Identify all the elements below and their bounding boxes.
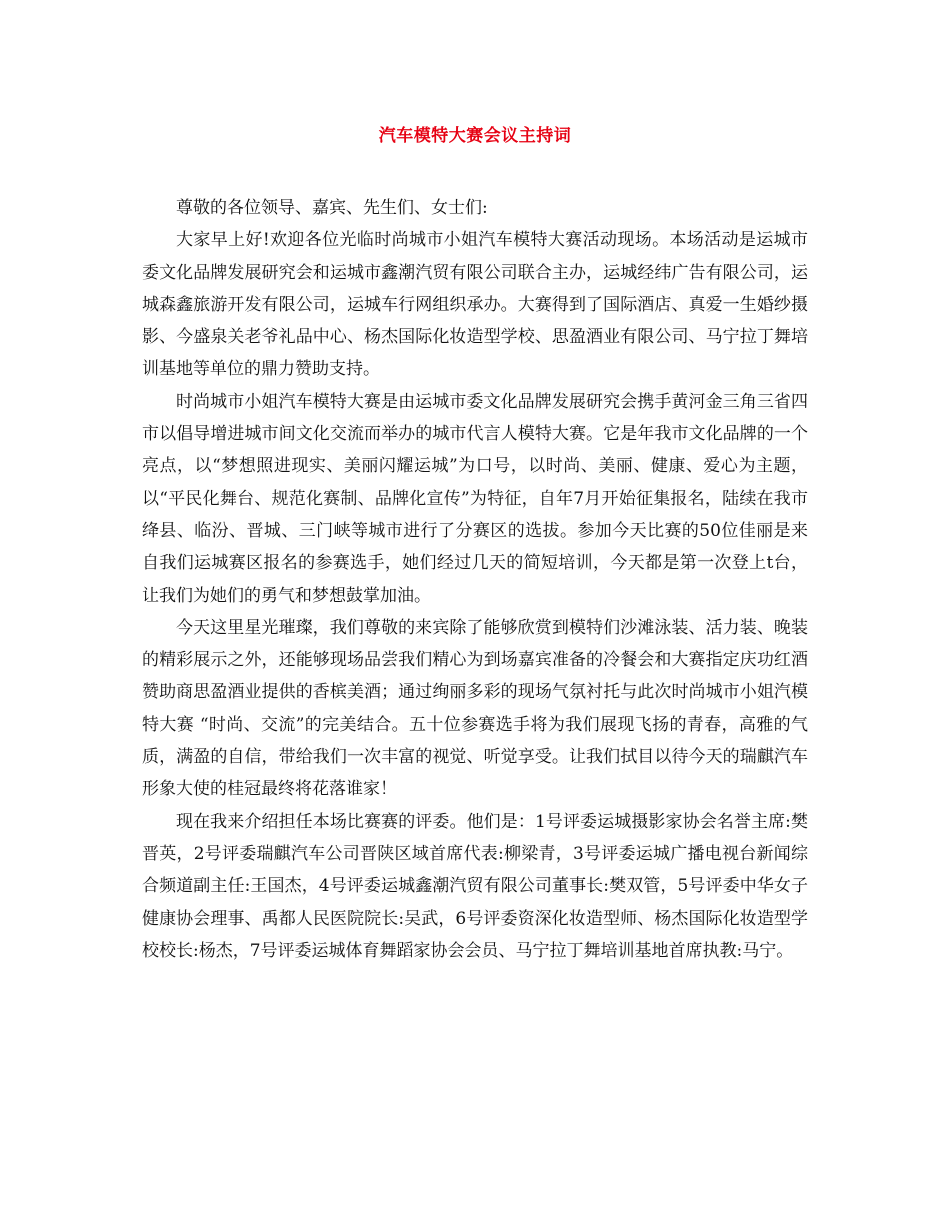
welcome-paragraph: 大家早上好!欢迎各位光临时尚城市小姐汽车模特大赛活动现场。本场活动是运城市委文化品牌发展研究会和运城市鑫潮汽贸有限公司联合主办，运城经纬广告有限公司，运城森鑫旅游开发有限公司，运城车行网组织承办。大赛得到了国际酒店、真爱一生婚纱摄影、今盛泉关老爷礼品中心、杨杰国际化妆造型学校、思盈酒业有限公司、马宁拉丁舞培训基地等单位的鼎力赞助支持。 [142, 230, 808, 380]
event-highlight-paragraph: 今天这里星光璀璨，我们尊敬的来宾除了能够欣赏到模特们沙滩泳装、活力装、晚装的精彩展示之外，还能够现场品尝我们精心为到场嘉宾准备的冷餐会和大赛指定庆功红酒赞助商思盈酒业提供的香槟美酒；通过绚丽多彩的现场气氛衬托与此次时尚城市小姐汽模特大赛 “时尚、交流”的完美结合。五十位参赛选手将为我们展现飞扬的青春，高雅的气质，满盈的自信，带给我们一次丰富的视觉、听觉享受。让我们拭目以待今天的瑞麒汽车形象大使的桂冠最终将花落谁家！ [142, 617, 808, 800]
greeting-paragraph: 尊敬的各位领导、嘉宾、先生们、女士们: [176, 198, 488, 218]
document-body [142, 192, 808, 967]
contest-intro-paragraph: 时尚城市小姐汽车模特大赛是由运城市委文化品牌发展研究会携手黄河金三角三省四市以倡导增进城市间文化交流而举办的城市代言人模特大赛。它是年我市文化品牌的一个亮点，以“梦想照进现实、美丽闪耀运城”为口号，以时尚、美丽、健康、爱心为主题，以“平民化舞台、规范化赛制、品牌化宣传”为特征，自年7月开始征集报名，陆续在我市绛县、临汾、晋城、三门峡等城市进行了分赛区的选拔。参加今天比赛的50位佳丽是来自我们运城赛区报名的参赛选手，她们经过几天的简短培训，今天都是第一次登上t台，让我们为她们的勇气和梦想鼓掌加油。 [142, 391, 808, 606]
judges-paragraph: 现在我来介绍担任本场比赛赛的评委。他们是：1号评委运城摄影家协会名誉主席:樊晋英，2号评委瑞麒汽车公司晋陕区域首席代表:柳梁青，3号评委运城广播电视台新闻综合频道副主任:王国杰，4号评委运城鑫潮汽贸有限公司董事长:樊双管，5号评委中华女子健康协会理事、禹都人民医院院长:吴武，6号评委资深化妆造型师、杨杰国际化妆造型学校校长:杨杰，7号评委运城体育舞蹈家协会会员、马宁拉丁舞培训基地首席执教:马宁。 [142, 811, 808, 961]
document-title: 汽车模特大赛会议主持词 [378, 126, 572, 146]
